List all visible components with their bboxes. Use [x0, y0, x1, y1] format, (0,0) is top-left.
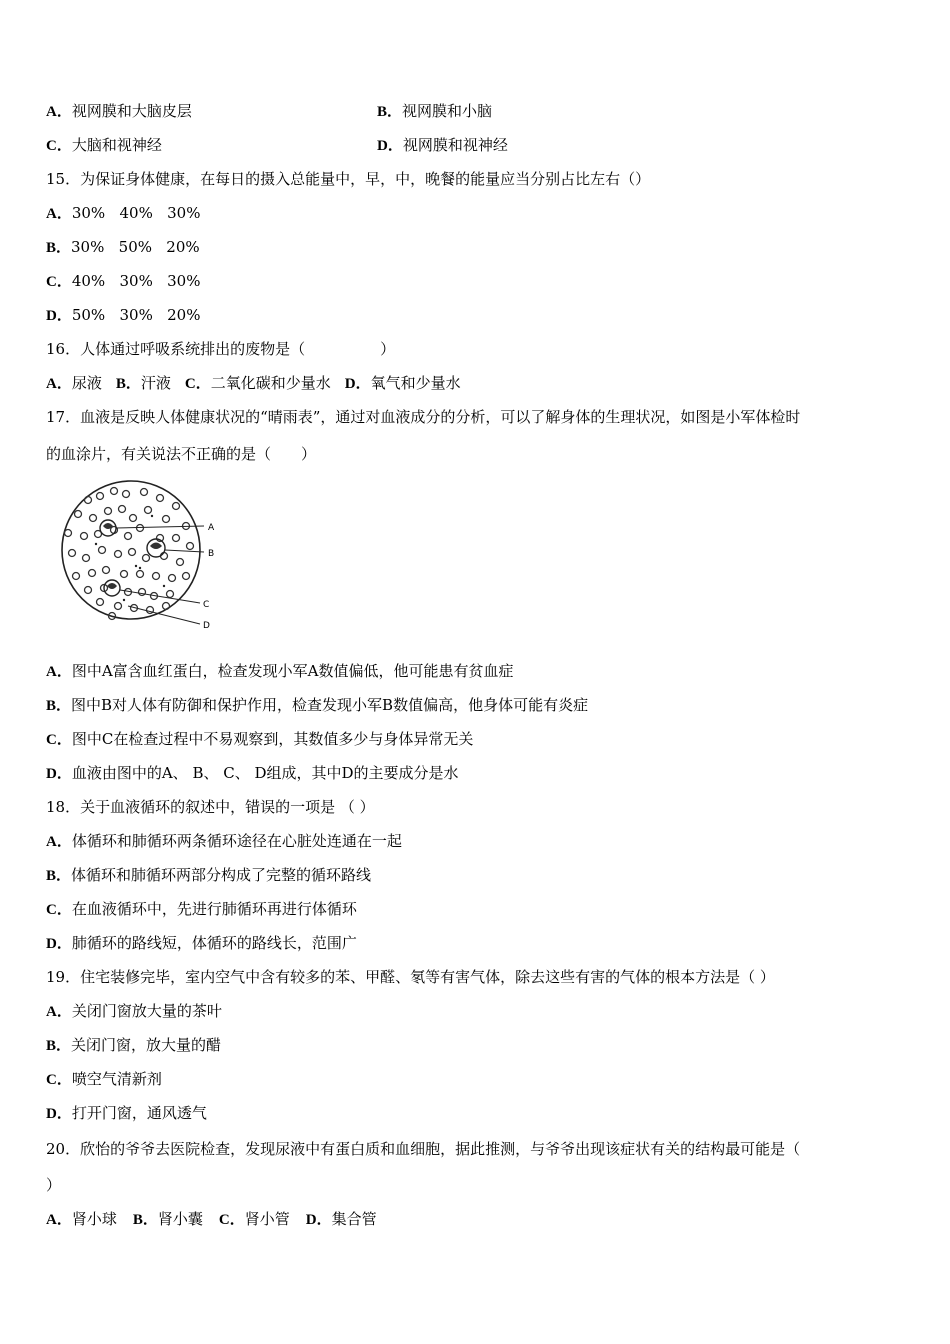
option-label: A．: [46, 206, 72, 222]
q19-stem: 19．住宅装修完毕，室内空气中含有较多的苯、甲醛、氡等有害气体，除去这些有害的气体的根本方法是（ ）: [46, 968, 775, 986]
q18-option-c: [46, 899, 357, 920]
option-label: C．: [46, 274, 72, 290]
q20-stem-line1: 20．欣怡的爷爷去医院检查，发现尿液中有蛋白质和血细胞，据此推测，与爷爷出现该症状有关的结构最可能是（: [46, 1140, 801, 1158]
option-text: 30% 40% 30%: [71, 204, 201, 222]
q14-option-a: [46, 101, 192, 122]
smear-outline: [62, 481, 200, 619]
option-label: D．: [46, 766, 72, 782]
q15-option-b: [46, 237, 200, 258]
option-text: 40% 30% 30%: [71, 272, 201, 290]
q14-option-c: [46, 135, 162, 156]
option-text: 肾小球: [71, 1210, 117, 1228]
label-b: B: [208, 549, 215, 559]
option-text: 血液由图中的A、 B、 C、 D组成，其中D的主要成分是水: [71, 764, 459, 782]
option-text: 图中A富含血红蛋白，检查发现小军A数值偏低，他可能患有贫血症: [71, 662, 514, 680]
q18-option-a: [46, 831, 402, 852]
option-text: 氧气和少量水: [370, 374, 461, 392]
option-text: 关闭门窗，放大量的醋: [71, 1036, 222, 1054]
option-text: 50% 30% 20%: [71, 306, 201, 324]
option-label: D．: [344, 376, 371, 392]
option-label: C．: [46, 138, 72, 154]
q14-option-b: [377, 101, 492, 122]
option-label: A．: [46, 664, 72, 680]
option-label: B．: [377, 104, 403, 120]
q15-option-d: [46, 305, 200, 326]
option-label: D．: [46, 1106, 72, 1122]
option-text: 在血液循环中，先进行肺循环再进行体循环: [71, 900, 357, 918]
option-text: 视网膜和大脑皮层: [71, 102, 192, 120]
option-text: 肺循环的路线短，体循环的路线长，范围广: [71, 934, 357, 952]
option-text: 打开门窗，通风透气: [71, 1104, 207, 1122]
option-text: 大脑和视神经: [71, 136, 162, 154]
q16-options: [46, 373, 461, 394]
q19-option-a: [46, 1001, 222, 1022]
option-label: D．: [46, 936, 72, 952]
q15-option-c: [46, 271, 200, 292]
option-label: A．: [46, 1212, 72, 1228]
option-label: A．: [46, 1004, 72, 1020]
q18-option-d: [46, 933, 357, 954]
option-text: 汗液: [140, 374, 171, 392]
q19-option-c: [46, 1069, 162, 1090]
option-label: C．: [46, 732, 72, 748]
option-label: A．: [46, 104, 72, 120]
option-label: B．: [46, 868, 72, 884]
option-text: 肾小管: [244, 1210, 290, 1228]
q17-stem-line1: 17．血液是反映人体健康状况的“晴雨表”，通过对血液成分的分析，可以了解身体的生理状况，如图是小军体检时: [46, 408, 801, 426]
option-text: 肾小囊: [157, 1210, 203, 1228]
option-label: B．: [46, 1038, 72, 1054]
q17-option-b: [46, 695, 588, 716]
label-c: C: [203, 600, 210, 610]
option-label: B．: [46, 240, 72, 256]
option-text: 体循环和肺循环两部分构成了完整的循环路线: [71, 866, 372, 884]
white-blood-cells: [100, 520, 165, 596]
option-text: 体循环和肺循环两条循环途径在心脏处连通在一起: [71, 832, 402, 850]
q15-stem: 15．为保证身体健康，在每日的摄入总能量中，早，中，晚餐的能量应当分别占比左右（）: [46, 170, 651, 188]
option-text: 视网膜和视神经: [402, 136, 508, 154]
q16-stem: 16．人体通过呼吸系统排出的废物是（ ）: [46, 340, 396, 358]
blood-smear-figure: [48, 478, 228, 638]
q17-option-d: [46, 763, 459, 784]
option-label: D．: [46, 308, 72, 324]
option-label: C．: [184, 376, 211, 392]
option-label: B．: [132, 1212, 158, 1228]
option-text: 关闭门窗放大量的茶叶: [71, 1002, 222, 1020]
q20-stem-line2: ）: [46, 1176, 62, 1194]
option-label: B．: [115, 376, 141, 392]
option-label: D．: [305, 1212, 332, 1228]
q17-option-c: [46, 729, 473, 750]
option-label: A．: [46, 376, 72, 392]
q18-stem: 18．关于血液循环的叙述中，错误的一项是 （ ）: [46, 798, 375, 816]
option-text: 集合管: [331, 1210, 377, 1228]
q19-option-d: [46, 1103, 207, 1124]
option-text: 30% 50% 20%: [71, 238, 200, 256]
q19-option-b: [46, 1035, 221, 1056]
label-d: D: [203, 621, 210, 631]
q17-stem-line2: 的血涂片，有关说法不正确的是（ ）: [46, 445, 317, 463]
option-text: 视网膜和小脑: [402, 102, 493, 120]
label-a: A: [208, 523, 215, 533]
option-label: C．: [218, 1212, 245, 1228]
q17-option-a: [46, 661, 514, 682]
option-label: C．: [46, 1072, 72, 1088]
q14-option-d: [377, 135, 508, 156]
q18-option-b: [46, 865, 371, 886]
option-label: A．: [46, 834, 72, 850]
option-label: D．: [377, 138, 403, 154]
option-label: C．: [46, 902, 72, 918]
option-text: 二氧化碳和少量水: [210, 374, 331, 392]
option-text: 喷空气清新剂: [71, 1070, 162, 1088]
option-text: 图中B对人体有防御和保护作用，检查发现小军B数值偏高，他身体可能有炎症: [71, 696, 589, 714]
q20-options: [46, 1209, 377, 1230]
option-text: 图中C在检查过程中不易观察到，其数值多少与身体异常无关: [71, 730, 474, 748]
option-label: B．: [46, 698, 72, 714]
q15-option-a: [46, 203, 200, 224]
option-text: 尿液: [71, 374, 102, 392]
